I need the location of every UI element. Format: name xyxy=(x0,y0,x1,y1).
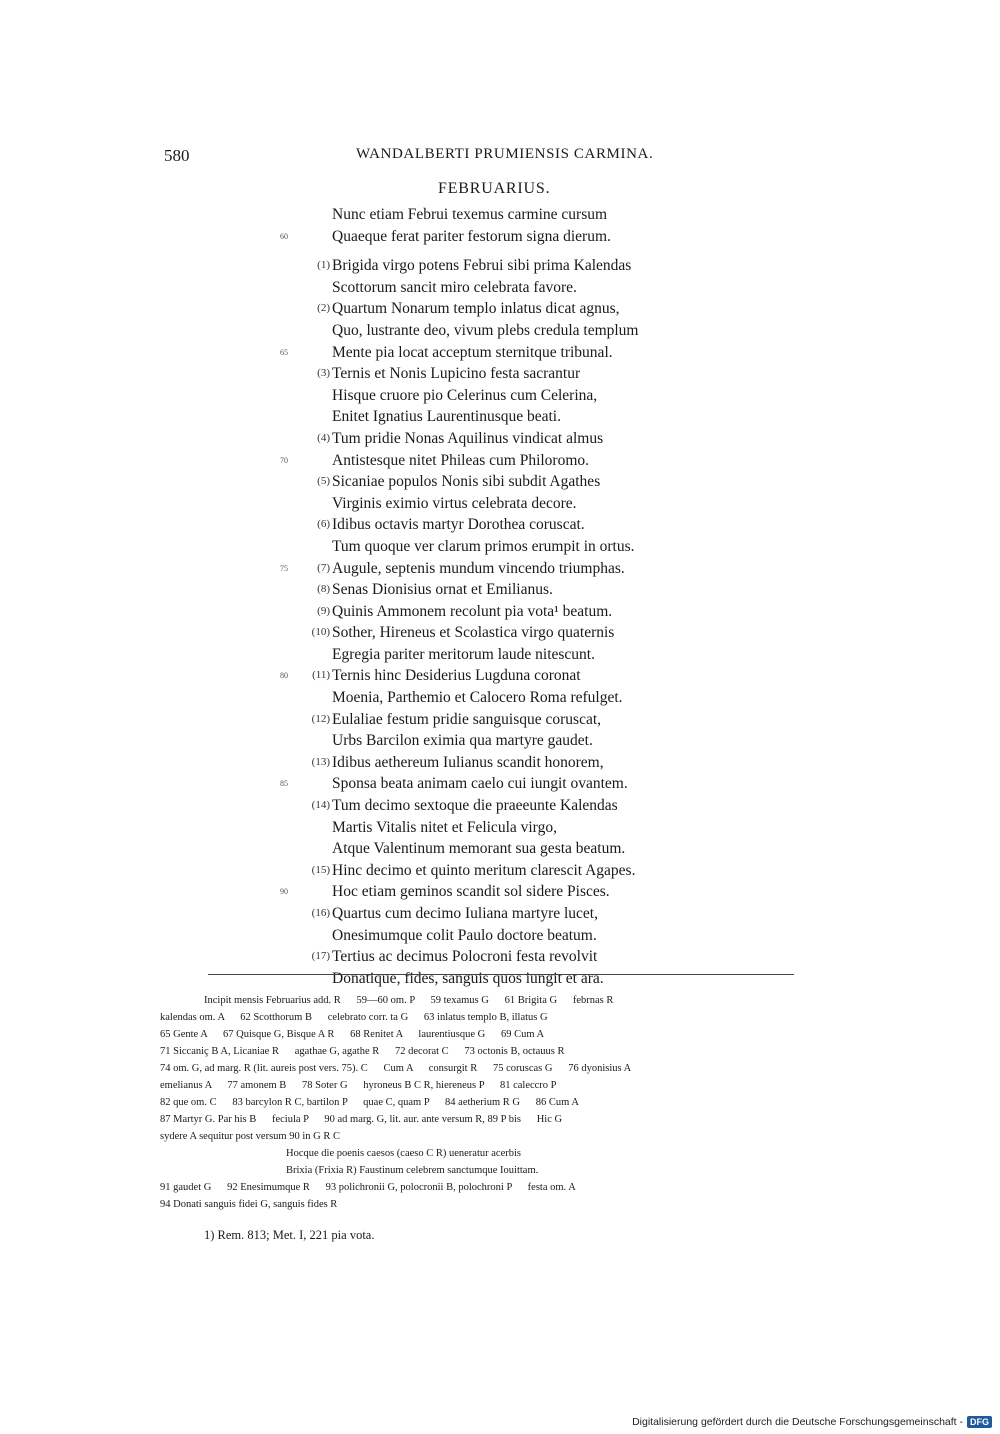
verse-line xyxy=(270,320,790,342)
verse-line xyxy=(270,665,790,687)
verse-line xyxy=(270,226,790,248)
verse-line xyxy=(270,644,790,666)
line-number: 75 xyxy=(280,563,288,573)
verse-line xyxy=(270,255,790,277)
dfg-logo-icon: DFG xyxy=(967,1416,992,1428)
verse-line xyxy=(270,838,790,860)
verse-text: Enitet Ignatius Laurentinusque beati. xyxy=(332,408,561,426)
day-marker: (10) xyxy=(311,626,330,639)
day-marker: (16) xyxy=(311,907,330,919)
verse-text: Augule, septenis mundum vincendo triumphas. xyxy=(332,559,625,577)
apparatus-line: 87 Martyr G. Par his B feciula P 90 ad marg. G, lit. aur. ante versum R, 89 P bis Hic G xyxy=(160,1114,563,1125)
day-marker: (12) xyxy=(311,712,330,725)
day-marker: (15) xyxy=(311,863,330,876)
day-marker: (9) xyxy=(317,604,330,617)
verse-text: Idibus aethereum Iulianus scandit honorem, xyxy=(332,753,604,771)
verse-text: Senas Dionisius ornat et Emilianus. xyxy=(332,581,553,599)
verse-line xyxy=(270,968,790,990)
verse-text: Onesimumque colit Paulo doctore beatum. xyxy=(332,926,597,944)
verse-text: Urbs Barcilon eximia qua martyre gaudet. xyxy=(332,732,593,750)
apparatus-line: 94 Donati sanguis fidei G, sanguis fides R xyxy=(160,1199,338,1210)
apparatus-line: kalendas om. A 62 Scotthorum B celebrato corr. ta G 63 inlatus templo B, illatus G xyxy=(160,1012,548,1023)
apparatus-line: Hocque die poenis caesos (caeso C R) ueneratur acerbis xyxy=(286,1148,521,1159)
verse-line xyxy=(270,622,790,644)
verse-text: Quo, lustrante deo, vivum plebs credula templum xyxy=(332,321,639,339)
page-number: 580 xyxy=(164,146,190,165)
verse-text: Quinis Ammonem recolunt pia vota¹ beatum. xyxy=(332,602,613,620)
day-marker: (7) xyxy=(317,561,330,574)
verse-text: Quartum Nonarum templo inlatus dicat agnus, xyxy=(332,300,620,318)
verse-text: Antistesque nitet Phileas cum Philoromo. xyxy=(332,451,590,469)
day-marker: (6) xyxy=(317,518,330,531)
apparatus-line: sydere A sequitur post versum 90 in G R C xyxy=(160,1131,340,1142)
apparatus-line: 74 om. G, ad marg. R (lit. aureis post vers. 75). C Cum A consurgit R 75 coruscas G 76 dyonisius A xyxy=(160,1063,632,1074)
verse-text: Idibus octavis martyr Dorothea coruscat. xyxy=(332,516,585,534)
day-marker: (5) xyxy=(317,475,330,488)
verse-line xyxy=(270,514,790,536)
day-marker: (8) xyxy=(317,583,330,596)
verse-line xyxy=(270,881,790,903)
verse-line xyxy=(270,773,790,795)
verse-text: Sponsa beata animam caelo cui iungit ovantem. xyxy=(332,775,628,793)
verse-text: Hinc decimo et quinto meritum clarescit Agapes. xyxy=(332,861,636,879)
verse-text: Martis Vitalis nitet et Felicula virgo, xyxy=(332,818,557,836)
poem xyxy=(270,204,790,989)
verse-text: Quartus cum decimo Iuliana martyre lucet, xyxy=(332,905,598,922)
verse-text: Donatique, fides, sanguis quos iungit et ara. xyxy=(332,969,604,987)
line-number: 60 xyxy=(280,231,288,241)
verse-line xyxy=(270,558,790,580)
day-marker: (17) xyxy=(311,950,330,963)
verse-text: Nunc etiam Februi texemus carmine cursum xyxy=(332,206,608,223)
verse-text: Atque Valentinum memorant sua gesta beatum. xyxy=(332,840,626,858)
verse-text: Sother, Hireneus et Scolastica virgo quaternis xyxy=(332,624,615,642)
footnote: 1) Rem. 813; Met. I, 221 pia vota. xyxy=(204,1228,375,1242)
critical-apparatus xyxy=(160,992,836,1213)
line-number: 85 xyxy=(280,779,288,789)
apparatus-line: 71 Siccaniç B A, Licaniae R agathae G, agathe R 72 decorat C 73 octonis B, octauus R xyxy=(160,1046,565,1057)
line-number: 65 xyxy=(280,347,288,357)
day-marker: (2) xyxy=(317,302,330,315)
verse-line xyxy=(270,450,790,472)
line-number: 90 xyxy=(280,887,288,897)
running-head: WANDALBERTI PRUMIENSIS CARMINA. xyxy=(356,146,654,162)
verse-line xyxy=(270,428,790,450)
verse-text: Egregia pariter meritorum laude nitescunt. xyxy=(332,645,595,663)
verse-text: Ternis hinc Desiderius Lugduna coronat xyxy=(332,667,581,685)
verse-text: Tum pridie Nonas Aquilinus vindicat almus xyxy=(332,429,604,447)
verse-text: Hoc etiam geminos scandit sol sidere Pisces. xyxy=(332,883,610,901)
apparatus-line: emelianus A 77 amonem B 78 Soter G hyroneus B C R, hiereneus P 81 caleccro P xyxy=(160,1080,557,1091)
day-marker: (11) xyxy=(312,669,330,682)
verse-text: Tertius ac decimus Polocroni festa revolvit xyxy=(332,948,598,966)
apparatus-line: 82 que om. C 83 barcylon R C, bartilon P quae C, quam P 84 aetherium R G 86 Cum A xyxy=(160,1097,579,1108)
verse-text: Scottorum sancit miro celebrata favore. xyxy=(332,278,577,296)
verse-line xyxy=(270,709,790,731)
day-marker: (3) xyxy=(317,367,330,380)
apparatus-rule xyxy=(208,974,794,975)
verse-line xyxy=(270,817,790,839)
verse-line xyxy=(270,795,790,817)
verse-text: Brigida virgo potens Februi sibi prima Kalendas xyxy=(332,257,632,275)
verse-line xyxy=(270,946,790,968)
verse-line xyxy=(270,903,790,925)
verse-text: Moenia, Parthemio et Calocero Roma refulget. xyxy=(332,689,623,707)
verse-line xyxy=(270,298,790,320)
verse-text: Virginis eximio virtus celebrata decore. xyxy=(332,494,577,512)
section-title: FEBRUARIUS. xyxy=(438,180,551,197)
verse-text: Sicaniae populos Nonis sibi subdit Agathes xyxy=(332,473,601,491)
verse-line xyxy=(270,493,790,515)
verse-line xyxy=(270,277,790,299)
verse-text: Tum decimo sextoque die praeeunte Kalendas xyxy=(332,797,618,815)
apparatus-line: Brixia (Frixia R) Faustinum celebrem sanctumque Iouittam. xyxy=(286,1165,539,1176)
verse-line xyxy=(270,579,790,601)
dfg-banner-text: Digitalisierung gefördert durch die Deutsche Forschungsgemeinschaft - xyxy=(632,1416,963,1428)
verse-line xyxy=(270,342,790,364)
verse-text: Tum quoque ver clarum primos erumpit in ortus. xyxy=(332,537,635,555)
verse-line xyxy=(270,860,790,882)
apparatus-line: 65 Gente A 67 Quisque G, Bisque A R 68 Renitet A laurentiusque G 69 Cum A xyxy=(160,1029,545,1040)
verse-text: Eulaliae festum pridie sanguisque coruscat, xyxy=(332,710,602,728)
verse-line xyxy=(270,730,790,752)
verse-line xyxy=(270,406,790,428)
verse-line xyxy=(270,687,790,709)
verse-text: Quaeque ferat pariter festorum signa dierum. xyxy=(332,227,611,245)
verse-text: Hisque cruore pio Celerinus cum Celerina, xyxy=(332,386,598,404)
line-number: 70 xyxy=(280,455,288,465)
verse-line xyxy=(270,925,790,947)
day-marker: (13) xyxy=(311,755,330,768)
day-marker: (14) xyxy=(311,799,330,812)
verse-text: Mente pia locat acceptum sternitque tribunal. xyxy=(332,343,613,361)
day-marker: (4) xyxy=(317,431,330,444)
dfg-banner[interactable] xyxy=(632,1416,992,1428)
verse-line xyxy=(270,385,790,407)
verse-line xyxy=(270,204,790,226)
verse-line xyxy=(270,471,790,493)
day-marker: (1) xyxy=(317,259,330,272)
apparatus-line: Incipit mensis Februarius add. R 59—60 om. P 59 texamus G 61 Brigita G febrnas R xyxy=(204,995,614,1006)
verse-text: Ternis et Nonis Lupicino festa sacrantur xyxy=(332,365,581,383)
verse-line xyxy=(270,363,790,385)
verse-line xyxy=(270,752,790,774)
verse-line xyxy=(270,601,790,623)
line-number: 80 xyxy=(280,671,288,681)
apparatus-line: 91 gaudet G 92 Enesimumque R 93 polichronii G, polocronii B, polochroni P festa om. A xyxy=(160,1182,576,1193)
verse-line xyxy=(270,536,790,558)
